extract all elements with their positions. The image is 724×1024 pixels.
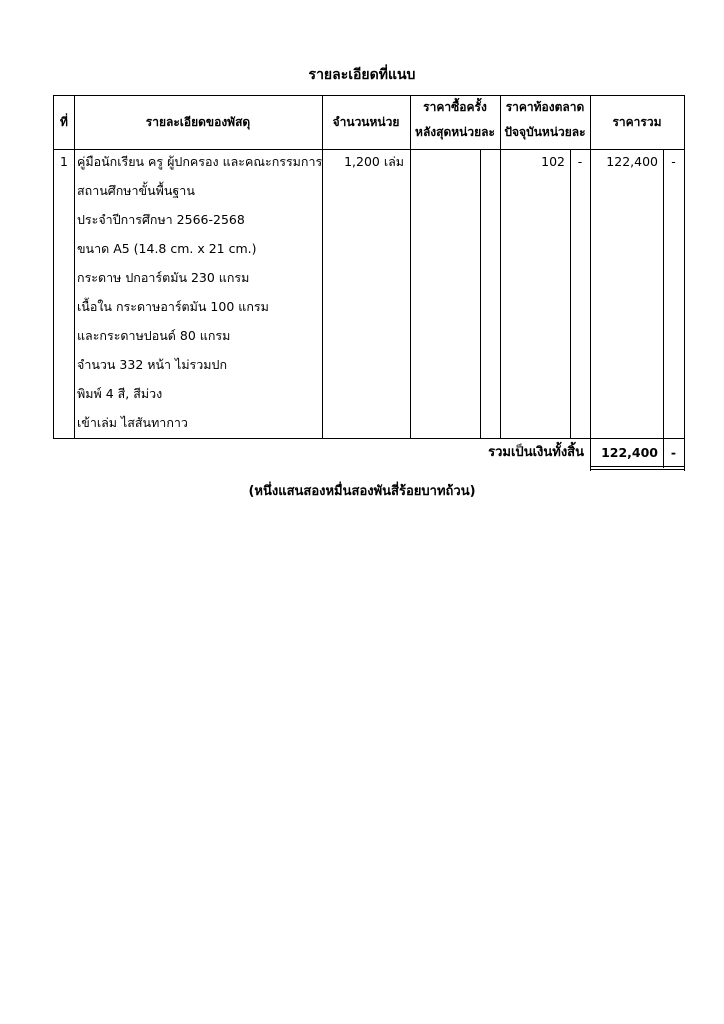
header-description: รายละเอียดของพัสดุ [145,115,251,129]
table-left-border [53,95,54,439]
description-line: เนื้อใน กระดาษอาร์ตมัน 100 แกรม [77,299,269,314]
amount-in-words: (หนึ่งแสนสองหมื่นสองพันสี่ร้อยบาทถ้วน) [248,484,476,499]
summary-total-baht: 122,400 [601,445,658,460]
description-line: สถานศึกษาขั้นพื้นฐาน [77,183,195,198]
summary-total-satang: - [670,445,677,460]
row-market-price-satang: - [577,154,583,169]
col-subdivider-total [663,149,664,468]
col-divider-quantity [410,95,411,439]
row-quantity: 1,200 เล่ม [344,154,404,169]
description-line: กระดาษ ปกอาร์ตมัน 230 แกรม [77,270,250,285]
col-subdivider-market-price [570,149,571,439]
col-divider-no [74,95,75,439]
description-line: พิมพ์ 4 สี, สีม่วง [77,386,163,401]
col-divider-market-price [590,95,591,471]
description-line: จำนวน 332 หน้า ไม่รวมปก [77,357,228,372]
header-quantity: จำนวนหน่วย [332,115,400,129]
description-line: เข้าเล่ม ไสสันทากาว [77,415,188,430]
row-total-satang: - [671,154,676,169]
table-right-border [684,95,685,471]
col-divider-description [322,95,323,439]
description-line: ขนาด A5 (14.8 cm. x 21 cm.) [77,241,257,256]
summary-label: รวมเป็นเงินทั้งสิ้น [488,445,584,460]
description-line: คู่มือนักเรียน ครู ผู้ปกครอง และคณะกรรมการ [77,154,323,169]
description-line: ประจำปีการศึกษา 2566-2568 [77,212,245,227]
col-subdivider-last-price [480,149,481,439]
header-market-price-line2: ปัจจุบันหน่วยละ [504,125,586,139]
header-last-price-line1: ราคาซื้อครั้ง [423,100,487,114]
page-title: รายละเอียดที่แนบ [308,67,416,83]
header-total: ราคารวม [612,115,662,129]
row-no: 1 [60,154,68,169]
col-divider-last-price [500,95,501,439]
header-last-price-line2: หลังสุดหน่วยละ [415,125,495,139]
summary-bottom-border [590,466,684,467]
description-line: และกระดาษปอนด์ 80 แกรม [77,328,231,343]
header-market-price-line1: ราคาท้องตลาด [505,100,585,114]
row-market-price-baht: 102 [541,154,565,169]
row-total-baht: 122,400 [606,154,658,169]
header-no: ที่ [60,115,68,129]
summary-double-underline [590,469,684,470]
